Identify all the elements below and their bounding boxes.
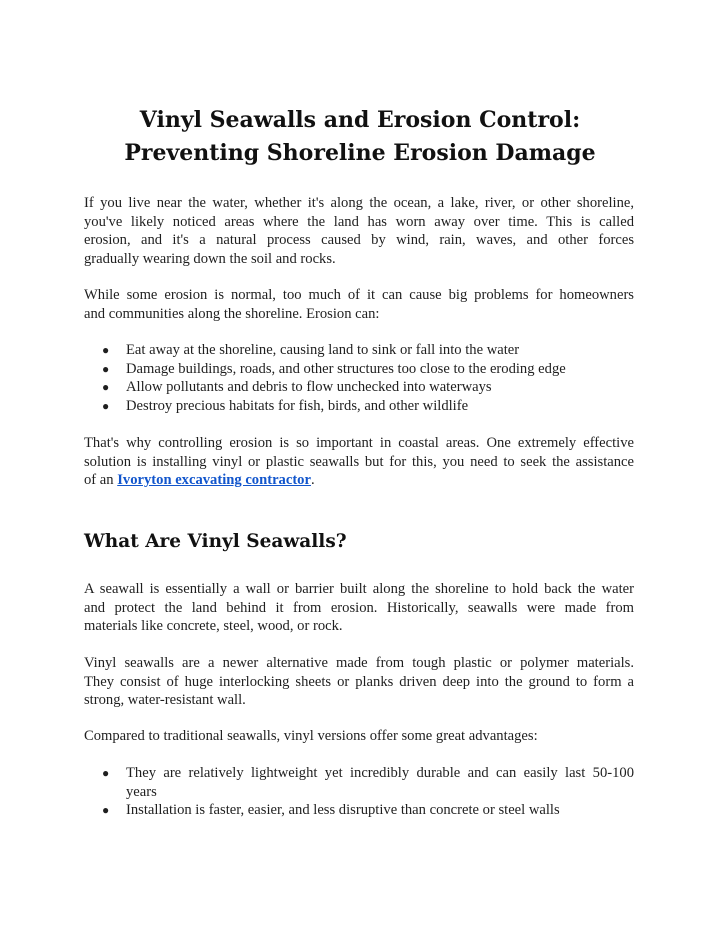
bullet-icon: ● (102, 361, 110, 376)
advantages-intro-paragraph (84, 727, 634, 746)
list-item (84, 378, 634, 397)
list-item (84, 397, 634, 416)
erosion-effects-list (84, 341, 634, 415)
problems-line: and communities along the shoreline. Erosion can: (84, 305, 380, 322)
title-line-2: Preventing Shoreline Erosion Damage (124, 140, 596, 166)
solution-prefix: of an (84, 472, 118, 489)
description-line: Vinyl seawalls are a newer alternative made from tough plastic or polymer materials. (84, 655, 634, 671)
list-item-text: Eat away at the shoreline, causing land to sink or fall into the water (126, 342, 520, 358)
bullet-icon: ● (102, 766, 110, 780)
solution-paragraph (84, 434, 634, 490)
intro-paragraph (84, 194, 634, 268)
list-item-text: They are relatively lightweight yet incredibly durable and can easily last 50-100 (126, 765, 634, 781)
advantages-list (84, 764, 634, 820)
intro-line: erosion, and it's a natural process caused by wind, rain, waves, and other forces (84, 232, 634, 249)
intro-line: you've likely noticed areas where the land has worn away over time. This is called (84, 213, 634, 230)
definition-line: materials like concrete, steel, wood, or rock. (84, 618, 343, 635)
list-item-text: years (126, 783, 157, 800)
bullet-icon: ● (102, 803, 110, 818)
list-item-text: Damage buildings, roads, and other structures too close to the eroding edge (126, 360, 566, 377)
list-item (84, 801, 634, 820)
solution-line: That's why controlling erosion is so important in coastal areas. One extremely effective (84, 435, 634, 451)
list-item (84, 341, 634, 360)
title-line-1: Vinyl Seawalls and Erosion Control: (139, 107, 581, 133)
solution-line (84, 471, 634, 490)
list-item-text: Allow pollutants and debris to flow unchecked into waterways (126, 379, 492, 396)
bullet-icon: ● (102, 343, 110, 357)
list-item-text: Installation is faster, easier, and less disruptive than concrete or steel walls (126, 802, 560, 819)
section-heading: What Are Vinyl Seawalls? (84, 531, 347, 552)
solution-suffix: . (310, 472, 315, 489)
problems-paragraph (84, 286, 634, 323)
solution-line: solution is installing vinyl or plastic seawalls but for this, you need to seek the assistance (84, 453, 634, 470)
contractor-link[interactable]: Ivoryton excavating contractor (117, 472, 311, 489)
description-line: strong, water-resistant wall. (84, 692, 246, 709)
list-item-text: Destroy precious habitats for fish, birds, and other wildlife (126, 397, 469, 414)
intro-line: gradually wearing down the soil and rocks. (84, 250, 336, 267)
bullet-icon: ● (102, 380, 110, 395)
vinyl-description-paragraph (84, 654, 634, 710)
definition-line: A seawall is essentially a wall or barrier built along the shoreline to hold back the water (84, 581, 634, 597)
list-item (84, 360, 634, 379)
intro-line: If you live near the water, whether it's along the ocean, a lake, river, or other shoreline, (84, 195, 634, 211)
seawall-definition-paragraph (84, 580, 634, 636)
definition-line: and protect the land behind it from erosion. Historically, seawalls were made from (84, 599, 634, 616)
bullet-icon: ● (102, 398, 110, 413)
description-line: They consist of huge interlocking sheets or planks driven deep into the ground to form a (84, 673, 634, 690)
list-item (84, 764, 634, 801)
problems-line: While some erosion is normal, too much of it can cause big problems for homeowners (84, 287, 634, 303)
advantages-intro-line: Compared to traditional seawalls, vinyl versions offer some great advantages: (84, 728, 538, 744)
document-title (60, 104, 660, 170)
